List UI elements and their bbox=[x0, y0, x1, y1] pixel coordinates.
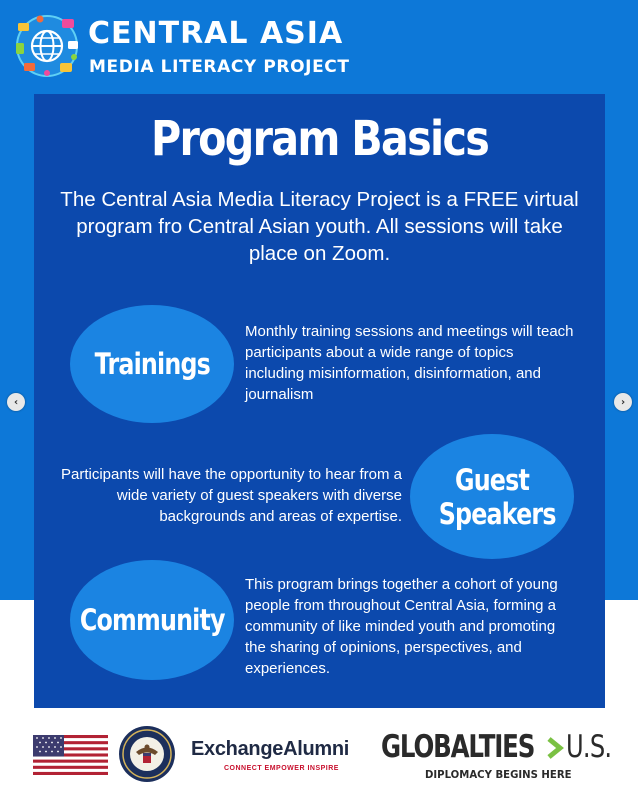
carousel-prev-button[interactable] bbox=[7, 393, 25, 411]
globe-media-icon bbox=[14, 13, 80, 79]
program-basics-panel bbox=[34, 94, 605, 708]
chevron-right-icon bbox=[546, 737, 564, 759]
community-description: This program brings together a cohort of young people from throughout Central Asia, forming a community of like minded youth and promoting the sharing of opinions, perspectives, and experiences. bbox=[245, 576, 558, 677]
brand-title: CENTRAL ASIA bbox=[88, 16, 344, 51]
carousel-next-button[interactable] bbox=[614, 393, 632, 411]
global-ties-name: GLOBALTIES bbox=[381, 729, 535, 765]
page-title: Program Basics bbox=[150, 111, 489, 167]
chevron-right-icon: › bbox=[620, 396, 626, 408]
trainings-heading: Trainings bbox=[94, 347, 210, 381]
global-ties-tagline: DIPLOMACY BEGINS HERE bbox=[425, 768, 572, 781]
community-bubble bbox=[70, 560, 234, 680]
brand-subtitle: MEDIA LITERACY PROJECT bbox=[89, 57, 350, 77]
trainings-bubble bbox=[70, 305, 234, 423]
guest-speakers-bubble bbox=[410, 434, 574, 559]
global-ties-logo bbox=[381, 728, 621, 786]
department-of-state-seal-icon bbox=[118, 725, 176, 783]
global-ties-us: U.S. bbox=[566, 729, 612, 765]
trainings-description: Monthly training sessions and meetings will teach participants about a wide range of topics including misinformation, disinformation, and journalism bbox=[245, 323, 574, 403]
exchange-alumni-name: ExchangeAlumni bbox=[191, 738, 350, 760]
guest-speakers-description: Participants will have the opportunity to hear from a wide variety of guest speakers with diverse backgrounds and areas of expertise. bbox=[60, 466, 402, 525]
intro-text: The Central Asia Media Literacy Project is a FREE virtual program fro Central Asian youth. All sessions will take place on Zoom. bbox=[60, 188, 579, 265]
chevron-left-icon: ‹ bbox=[13, 396, 19, 408]
community-heading: Community bbox=[79, 603, 225, 637]
exchange-alumni-tagline: CONNECT EMPOWER INSPIRE bbox=[224, 765, 339, 772]
exchange-alumni-logo bbox=[191, 737, 371, 777]
guest-speakers-heading: Guest Speakers bbox=[438, 462, 556, 531]
us-flag-icon bbox=[33, 735, 108, 775]
